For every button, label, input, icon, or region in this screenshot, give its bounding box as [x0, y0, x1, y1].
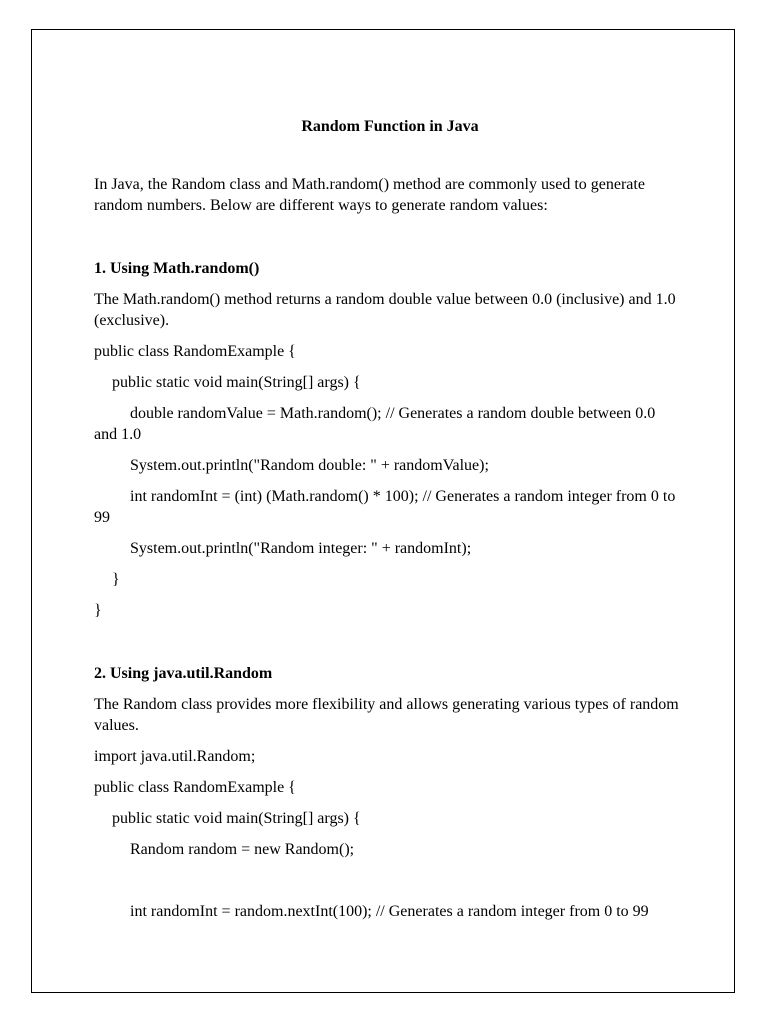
code-line: }: [94, 602, 102, 619]
code-line: System.out.println("Random double: " + randomValue);: [130, 457, 489, 474]
document-content: [94, 116, 682, 922]
code-line: System.out.println("Random integer: " + randomInt);: [130, 540, 472, 557]
code-line: public static void main(String[] args) {: [112, 374, 361, 391]
code-line: public class RandomExample {: [94, 779, 296, 796]
code-line: }: [112, 571, 120, 588]
document-title: Random Function in Java: [301, 118, 479, 135]
document-page: [31, 29, 735, 993]
section-1-description: The Math.random() method returns a random double value between 0.0 (inclusive) and 1.0 (exclusive).: [94, 291, 676, 329]
code-line: int randomInt = random.nextInt(100); // Generates a random integer from 0 to 99: [130, 903, 649, 920]
code-line: int randomInt = (int) (Math.random() * 100); // Generates a random integer from 0 to 99: [94, 488, 676, 526]
code-line: Random random = new Random();: [130, 841, 355, 858]
code-line: import java.util.Random;: [94, 748, 256, 765]
section-1-heading: 1. Using Math.random(): [94, 260, 260, 277]
intro-paragraph: In Java, the Random class and Math.random() method are commonly used to generate random numbers. Below are different ways to generate random values:: [94, 176, 645, 214]
section-2-heading: 2. Using java.util.Random: [94, 665, 273, 682]
code-line: public class RandomExample {: [94, 343, 296, 360]
code-line: public static void main(String[] args) {: [112, 810, 361, 827]
section-2-description: The Random class provides more flexibility and allows generating various types of random values.: [94, 696, 679, 734]
code-line: double randomValue = Math.random(); // Generates a random double between 0.0 and 1.0: [94, 405, 656, 443]
